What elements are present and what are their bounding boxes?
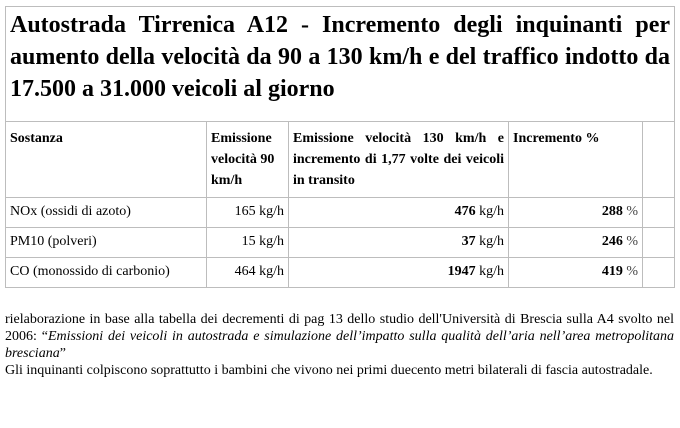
footnotes bbox=[5, 311, 674, 379]
emission-130-unit: kg/h bbox=[475, 204, 504, 219]
emission-130-unit: kg/h bbox=[475, 234, 504, 249]
cell-empty bbox=[643, 198, 675, 228]
increment-value: 246 bbox=[601, 234, 623, 249]
source-note bbox=[5, 311, 674, 362]
cell-substance: CO (monossido di carbonio) bbox=[6, 258, 207, 288]
increment-unit: % bbox=[622, 264, 638, 279]
table-header-row bbox=[6, 122, 675, 198]
increment-value: 419 bbox=[601, 264, 623, 279]
increment-unit: % bbox=[622, 204, 638, 219]
table-row bbox=[6, 228, 675, 258]
cell-increment bbox=[509, 228, 643, 258]
cell-substance: NOx (ossidi di azoto) bbox=[6, 198, 207, 228]
header-emission-90: Emissione velocità 90 km/h bbox=[207, 122, 289, 198]
header-empty-cell bbox=[643, 122, 675, 198]
table-row bbox=[6, 258, 675, 288]
cell-emission-90: 15 kg/h bbox=[207, 228, 289, 258]
emission-130-value: 37 bbox=[461, 234, 476, 249]
cell-empty bbox=[643, 228, 675, 258]
cell-empty bbox=[643, 258, 675, 288]
cell-emission-90: 464 kg/h bbox=[207, 258, 289, 288]
increment-value: 288 bbox=[601, 204, 623, 219]
header-emission-130: Emissione velocità 130 km/h e incremento di 1,77 volte dei veicoli in transito bbox=[289, 122, 509, 198]
cell-emission-90: 165 kg/h bbox=[207, 198, 289, 228]
emission-130-value: 476 bbox=[454, 204, 476, 219]
header-increment: Incremento % bbox=[509, 122, 643, 198]
emission-130-value: 1947 bbox=[447, 264, 476, 279]
emission-130-unit: kg/h bbox=[475, 264, 504, 279]
cell-increment bbox=[509, 258, 643, 288]
health-note: Gli inquinanti colpiscono soprattutto i bambini che vivono nei primi duecento metri bilaterali di fascia autostradale. bbox=[5, 363, 653, 378]
header-substance: Sostanza bbox=[6, 122, 207, 198]
cell-emission-130 bbox=[289, 228, 509, 258]
increment-unit: % bbox=[622, 234, 638, 249]
title-cell bbox=[6, 7, 675, 122]
source-study-title: Emissioni dei veicoli in autostrada e simulazione dell’impatto sulla qualità dell’aria nell’area metropolitana bresciana bbox=[5, 329, 675, 361]
source-note-prefix: rielaborazione in base alla tabella dei decrementi di pag 13 dello studio dell'Università di Brescia sulla A4 svolto nel 2006: “ bbox=[5, 312, 674, 344]
cell-increment bbox=[509, 198, 643, 228]
table-row bbox=[6, 198, 675, 228]
page-title: Autostrada Tirrenica A12 - Incremento degli inquinanti per aumento della velocità da 90 a 130 km/h e del traffico indotto da 17.500 a 31.000 veicoli al giorno bbox=[10, 12, 670, 102]
pollutants-table bbox=[5, 6, 675, 288]
cell-emission-130 bbox=[289, 258, 509, 288]
cell-emission-130 bbox=[289, 198, 509, 228]
source-note-suffix: ” bbox=[59, 346, 66, 361]
cell-substance: PM10 (polveri) bbox=[6, 228, 207, 258]
